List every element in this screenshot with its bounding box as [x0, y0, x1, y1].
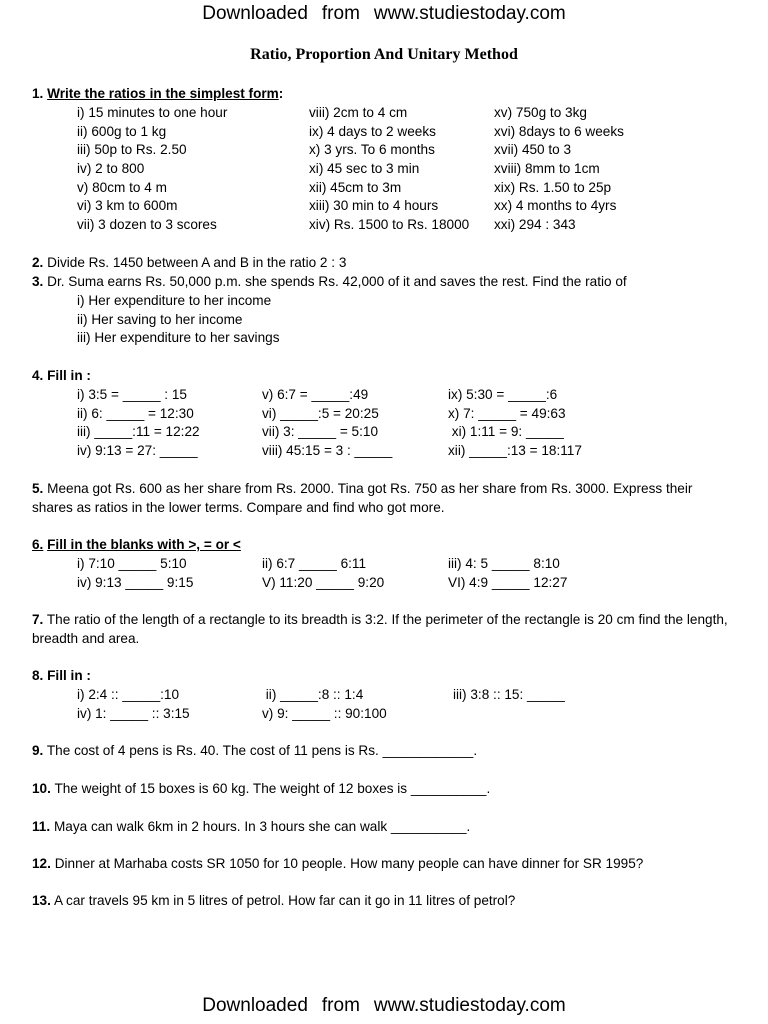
list-item: ii) 6: _____ = 12:30	[77, 405, 194, 421]
list-item: xvii) 450 to 3	[494, 142, 572, 158]
question-text: Divide Rs. 1450 between A and B in the ratio 2 : 3	[47, 255, 347, 270]
list-item: xiv) Rs. 1500 to Rs. 18000	[309, 217, 470, 233]
list-item: ii) _____:8 :: 1:4	[262, 687, 364, 702]
list-item: ii) Her saving to her income	[77, 311, 243, 327]
q6-column-1	[77, 555, 193, 592]
question-text: Maya can walk 6km in 2 hours. In 3 hours she can walk __________.	[53, 819, 471, 834]
question-13	[32, 892, 732, 911]
list-item: i) 3:5 = _____ : 15	[77, 387, 187, 402]
footer-word-from: from	[321, 995, 360, 1016]
question-4	[32, 367, 732, 386]
footer-site-link[interactable]: www.studiestoday.com	[373, 995, 566, 1016]
list-item: vii) 3: _____ = 5:10	[262, 424, 379, 440]
footer-watermark	[0, 995, 768, 1017]
header-word-downloaded: Downloaded	[202, 3, 308, 24]
list-item: xi) 45 sec to 3 min	[309, 161, 420, 177]
q1-column-1	[77, 104, 227, 235]
q8-column-3	[453, 686, 565, 705]
question-number: 7.	[32, 612, 44, 627]
q6-column-2	[262, 555, 384, 592]
list-item: x) 7: _____ = 49:63	[448, 405, 566, 421]
question-text: The cost of 4 pens is Rs. 40. The cost of 11 pens is Rs. ____________.	[46, 743, 478, 758]
list-item: iii) 4: 5 _____ 8:10	[448, 556, 560, 571]
header-site-link[interactable]: www.studiestoday.com	[373, 3, 566, 24]
list-item: xii) 45cm to 3m	[309, 179, 402, 195]
header-word-from: from	[321, 3, 360, 24]
question-text: The weight of 15 boxes is 60 kg. The weight of 12 boxes is __________.	[54, 781, 491, 796]
list-item: VI) 4:9 _____ 12:27	[448, 574, 568, 590]
list-item: viii) 45:15 = 3 : _____	[262, 443, 393, 459]
question-number: 1.	[32, 86, 44, 101]
question-number: 9.	[32, 743, 44, 758]
page-title: Ratio, Proportion And Unitary Method	[250, 46, 518, 63]
heading-colon: :	[278, 86, 284, 101]
q8-column-2	[262, 686, 387, 723]
question-text: The ratio of the length of a rectangle to its breadth is 3:2. If the perimeter of the rectangle is 20 cm find the length, breadth and area.	[32, 612, 728, 646]
footer-word-downloaded: Downloaded	[202, 995, 308, 1016]
question-6	[32, 536, 732, 555]
question-text: Dinner at Marhaba costs SR 1050 for 10 people. How many people can have dinner for SR 1995?	[54, 856, 644, 871]
question-heading: Fill in the blanks with >, = or <	[47, 537, 241, 552]
list-item: iii) _____:11 = 12:22	[77, 424, 200, 440]
q1-column-3	[494, 104, 624, 235]
list-item: xxi) 294 : 343	[494, 217, 576, 233]
question-10	[32, 780, 732, 799]
list-item: iv) 9:13 _____ 9:15	[77, 574, 194, 590]
list-item: i) 15 minutes to one hour	[77, 105, 228, 120]
list-item: x) 3 yrs. To 6 months	[309, 142, 435, 158]
question-5	[32, 480, 732, 517]
list-item: iii) Her expenditure to her savings	[77, 330, 280, 346]
list-item: viii) 2cm to 4 cm	[309, 105, 408, 120]
question-text: Dr. Suma earns Rs. 50,000 p.m. she spends Rs. 42,000 of it and saves the rest. Find the ratio of	[47, 274, 627, 289]
list-item: i) Her expenditure to her income	[77, 293, 272, 308]
question-9	[32, 742, 732, 761]
list-item: v) 6:7 = _____:49	[262, 387, 369, 402]
header-watermark	[0, 3, 768, 25]
question-number: 12.	[32, 856, 51, 871]
question-number: 13.	[32, 893, 51, 908]
list-item: ix) 4 days to 2 weeks	[309, 123, 436, 139]
question-text: A car travels 95 km in 5 litres of petrol. How far can it go in 11 litres of petrol?	[53, 893, 516, 908]
q4-column-2	[262, 386, 392, 461]
question-heading: Write the ratios in the simplest form	[47, 86, 279, 101]
list-item: vi) _____:5 = 20:25	[262, 405, 379, 421]
q3-sub-items	[77, 292, 280, 348]
list-item: v) 80cm to 4 m	[77, 179, 167, 195]
q1-column-2	[309, 104, 469, 235]
question-1	[32, 85, 732, 104]
q4-column-3	[448, 386, 582, 461]
question-number: 11.	[32, 819, 51, 834]
list-item: xi) 1:11 = 9: _____	[448, 424, 564, 440]
list-item: xx) 4 months to 4yrs	[494, 198, 617, 214]
question-3	[32, 273, 732, 292]
list-item: xv) 750g to 3kg	[494, 105, 587, 120]
list-item: V) 11:20 _____ 9:20	[262, 574, 385, 590]
list-item: xix) Rs. 1.50 to 25p	[494, 179, 612, 195]
question-heading: Fill in :	[47, 668, 91, 683]
question-12	[32, 855, 732, 874]
question-2	[32, 254, 732, 273]
list-item: ix) 5:30 = _____:6	[448, 387, 558, 402]
question-text: Meena got Rs. 600 as her share from Rs. 2000. Tina got Rs. 750 as her share from Rs. 3000. Express their shares as ratios in the lower terms. Compare and find who got more.	[32, 481, 693, 515]
question-7	[32, 611, 732, 648]
question-number: 6.	[32, 537, 44, 552]
list-item: i) 7:10 _____ 5:10	[77, 556, 187, 571]
list-item: xviii) 8mm to 1cm	[494, 161, 600, 177]
q8-column-1	[77, 686, 190, 723]
question-8	[32, 667, 732, 686]
question-number: 10.	[32, 781, 51, 796]
list-item: xvi) 8days to 6 weeks	[494, 123, 624, 139]
list-item: vii) 3 dozen to 3 scores	[77, 217, 217, 233]
question-number: 8.	[32, 668, 44, 683]
question-number: 3.	[32, 274, 44, 289]
list-item: iv) 2 to 800	[77, 161, 145, 177]
list-item: iv) 9:13 = 27: _____	[77, 443, 198, 459]
list-item: xiii) 30 min to 4 hours	[309, 198, 439, 214]
list-item: v) 9: _____ :: 90:100	[262, 705, 387, 721]
question-number: 2.	[32, 255, 44, 270]
question-11	[32, 818, 732, 837]
question-number: 4.	[32, 368, 44, 383]
list-item: i) 2:4 :: _____:10	[77, 687, 180, 702]
question-number: 5.	[32, 481, 44, 496]
list-item: ii) 6:7 _____ 6:11	[262, 556, 367, 571]
list-item: vi) 3 km to 600m	[77, 198, 178, 214]
q6-column-3	[448, 555, 567, 592]
q4-column-1	[77, 386, 200, 461]
question-heading: Fill in :	[47, 368, 91, 383]
list-item: ii) 600g to 1 kg	[77, 123, 167, 139]
list-item: iv) 1: _____ :: 3:15	[77, 705, 190, 721]
list-item: xii) _____:13 = 18:117	[448, 443, 582, 459]
list-item: iii) 50p to Rs. 2.50	[77, 142, 187, 158]
list-item: iii) 3:8 :: 15: _____	[453, 687, 565, 702]
